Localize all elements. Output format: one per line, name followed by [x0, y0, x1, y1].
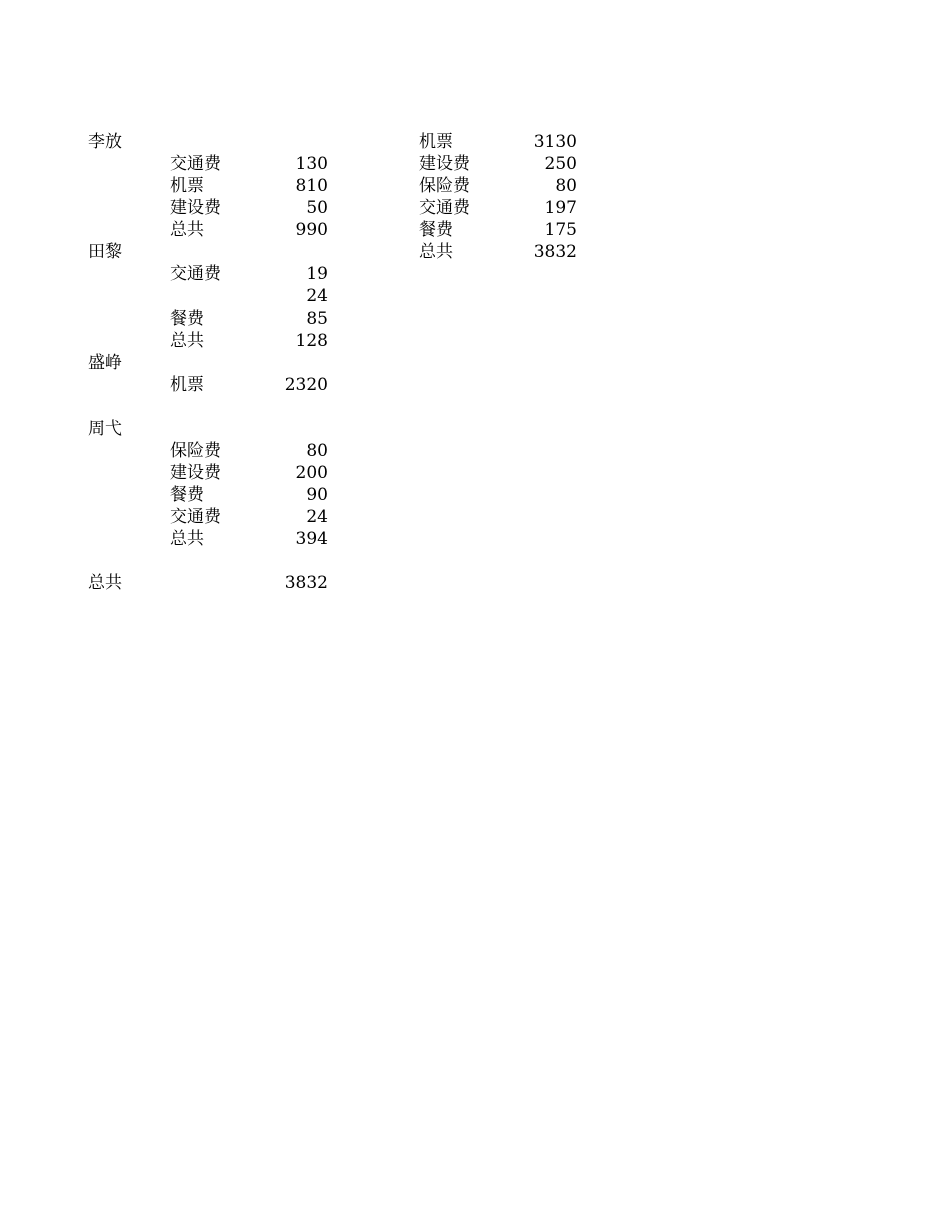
expense-item[interactable]: 交通费	[170, 507, 221, 527]
expense-item[interactable]: 机票	[170, 176, 204, 196]
summary-amount[interactable]: 80	[555, 176, 577, 196]
expense-amount[interactable]: 128	[295, 331, 328, 351]
person-name[interactable]: 李放	[88, 132, 122, 152]
person-name[interactable]: 田黎	[88, 242, 122, 262]
summary-item[interactable]: 餐费	[419, 220, 453, 240]
expense-amount[interactable]: 2320	[284, 375, 328, 395]
summary-amount[interactable]: 250	[544, 154, 577, 174]
expense-item[interactable]: 总共	[170, 331, 204, 351]
expense-amount[interactable]: 200	[295, 463, 328, 483]
summary-item[interactable]: 机票	[419, 132, 453, 152]
summary-total-label[interactable]: 总共	[419, 242, 453, 262]
expense-amount[interactable]: 810	[295, 176, 328, 196]
person-name[interactable]: 周弋	[88, 419, 122, 439]
expense-item[interactable]: 餐费	[170, 309, 204, 329]
expense-item[interactable]: 保险费	[170, 441, 221, 461]
summary-amount[interactable]: 197	[544, 198, 577, 218]
summary-amount[interactable]: 3130	[533, 132, 577, 152]
summary-item[interactable]: 交通费	[419, 198, 470, 218]
expense-item[interactable]: 总共	[170, 529, 204, 549]
person-name[interactable]: 盛峥	[88, 353, 122, 373]
summary-total-amount[interactable]: 3832	[533, 242, 577, 262]
expense-amount[interactable]: 50	[306, 198, 328, 218]
summary-item[interactable]: 建设费	[419, 154, 470, 174]
expense-amount[interactable]: 24	[306, 286, 328, 306]
expense-amount[interactable]: 394	[295, 529, 328, 549]
expense-item[interactable]: 交通费	[170, 264, 221, 284]
expense-item[interactable]: 餐费	[170, 485, 204, 505]
grand-total-amount[interactable]: 3832	[284, 573, 328, 593]
expense-amount[interactable]: 24	[306, 507, 328, 527]
expense-item[interactable]: 总共	[170, 220, 204, 240]
expense-item[interactable]: 建设费	[170, 198, 221, 218]
summary-amount[interactable]: 175	[544, 220, 577, 240]
grand-total-label[interactable]: 总共	[88, 573, 122, 593]
summary-item[interactable]: 保险费	[419, 176, 470, 196]
expense-amount[interactable]: 990	[295, 220, 328, 240]
expense-item[interactable]: 机票	[170, 375, 204, 395]
expense-amount[interactable]: 80	[306, 441, 328, 461]
expense-amount[interactable]: 130	[295, 154, 328, 174]
expense-amount[interactable]: 90	[306, 485, 328, 505]
expense-item[interactable]: 交通费	[170, 154, 221, 174]
expense-amount[interactable]: 19	[306, 264, 328, 284]
expense-amount[interactable]: 85	[306, 309, 328, 329]
expense-item[interactable]: 建设费	[170, 463, 221, 483]
